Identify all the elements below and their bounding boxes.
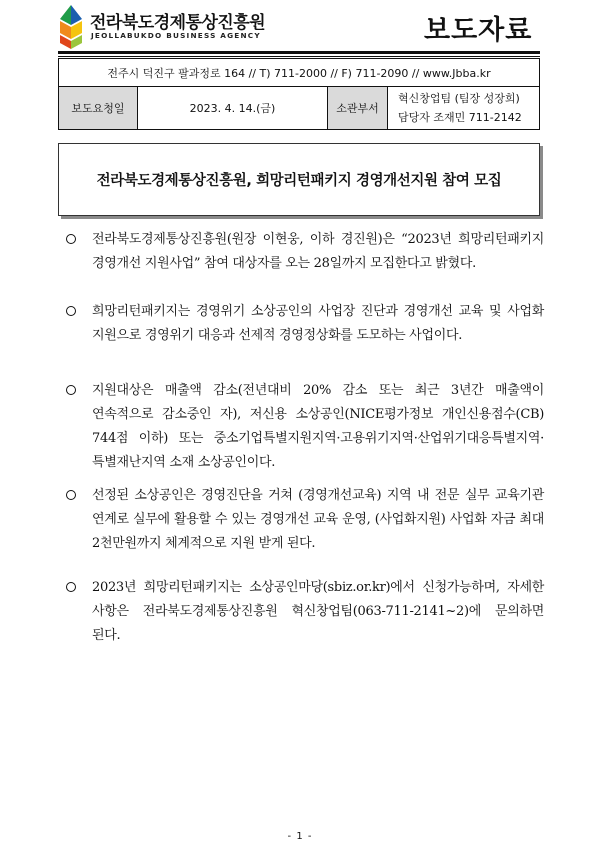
request-date-label: 보도요청일 (59, 87, 138, 129)
contact-line: 전주시 덕진구 팔과정로 164 // T) 711-2000 // F) 711-2090 // www.Jbba.kr (59, 59, 539, 87)
paragraph-text: 희망리턴패키지는 경영위기 소상공인의 사업장 진단과 경영개선 교육 및 사업화 지원으로 경영위기 대응과 선제적 경영정상화를 도모하는 사업이다. (92, 304, 544, 343)
hollow-circle-bullet-icon (66, 234, 76, 244)
document-type-title: 보도자료 (424, 15, 533, 46)
header-rule-thick (58, 51, 540, 54)
body-paragraph (66, 379, 544, 475)
paragraph-text: 2023년 희망리턴패키지는 소상공인마당(sbiz.or.kr)에서 신청가능하며, 자세한 사항은 전라북도경제통상진흥원 혁신창업팀(063-711-2141~2)에 문의하면 된다. (92, 580, 544, 643)
hollow-circle-bullet-icon (66, 582, 76, 592)
header-rule-thin (58, 56, 540, 57)
body-paragraph (66, 228, 544, 276)
info-table (58, 58, 540, 130)
body-paragraph (66, 576, 544, 648)
agency-logo-icon (58, 5, 84, 49)
department-value (388, 87, 539, 129)
hollow-circle-bullet-icon (66, 490, 76, 500)
org-name-korean: 전라북도경제통상진흥원 (90, 13, 266, 33)
department-label: 소관부서 (328, 87, 388, 129)
paragraph-text: 선정된 소상공인은 경영진단을 거쳐 (경영개선교육) 지역 내 전문 실무 교육기관 연계로 실무에 활용할 수 있는 경영개선 교육 운영, (사업화지원) 사업화 자금 최대 2천만원까지 체계적으로 지원 받게 된다. (92, 488, 544, 551)
department-contact: 담당자 조재민 711-2142 (398, 111, 522, 124)
department-team: 혁신창업팀 (팀장 성장희) (398, 92, 520, 105)
body-paragraph (66, 484, 544, 556)
hollow-circle-bullet-icon (66, 306, 76, 316)
page-number: - 1 - (287, 831, 313, 842)
press-headline: 전라북도경제통상진흥원, 희망리턴패키지 경영개선지원 참여 모집 (58, 143, 540, 216)
paragraph-text: 전라북도경제통상진흥원(원장 이현웅, 이하 경진원)은 “2023년 희망리턴패키지 경영개선 지원사업” 참여 대상자를 오는 28일까지 모집한다고 밝혔다. (92, 232, 544, 271)
paragraph-text: 지원대상은 매출액 감소(전년대비 20% 감소 또는 최근 3년간 매출액이 연속적으로 감소중인 자), 저신용 소상공인(NICE평가정보 개인신용점수(CB) 744점 이하) 또는 중소기업특별지원지역·고용위기지역·산업위기대응특별지역·특별재난지역 소재 소상공인이다. (92, 383, 544, 470)
request-date-value: 2023. 4. 14.(금) (138, 87, 328, 129)
body-paragraph (66, 300, 544, 348)
hollow-circle-bullet-icon (66, 385, 76, 395)
org-name-english: JEOLLABUKDO BUSINESS AGENCY (91, 31, 261, 40)
